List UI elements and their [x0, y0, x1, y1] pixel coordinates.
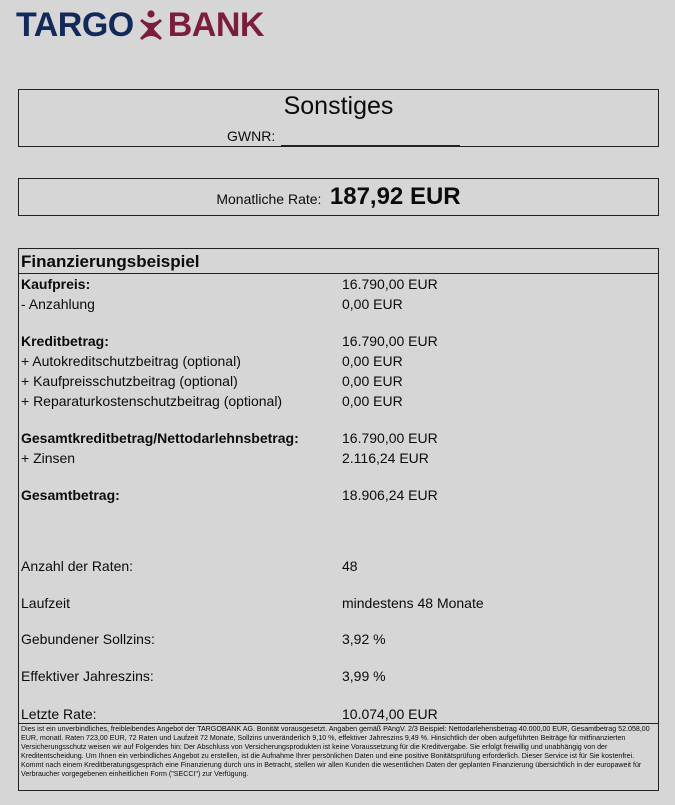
row-value: 10.074,00 EUR — [342, 706, 438, 722]
row-label: + Autokreditschutzbeitrag (optional) — [21, 353, 241, 369]
row-kreditbetrag — [21, 333, 651, 351]
row-label: Kreditbetrag: — [21, 333, 109, 349]
gwnr-label: GWNR: — [227, 128, 276, 144]
financing-example-box — [18, 248, 659, 791]
row-label: Kaufpreis: — [21, 276, 91, 292]
row-label: Anzahl der Raten: — [21, 558, 134, 574]
row-label: Letzte Rate: — [21, 706, 97, 722]
targobank-logo — [16, 4, 264, 46]
row-effektiver-jahreszins — [21, 668, 651, 686]
row-reparaturkostenschutz — [21, 393, 651, 411]
row-zinsen — [21, 450, 651, 468]
row-value: 16.790,00 EUR — [342, 430, 438, 446]
footnote — [19, 723, 658, 792]
row-label: + Reparaturkostenschutzbeitrag (optional) — [21, 393, 283, 409]
row-value: 0,00 EUR — [342, 353, 403, 369]
row-kaufpreisschutz — [21, 373, 651, 391]
row-value: 16.790,00 EUR — [342, 276, 438, 292]
row-value: 18.906,24 EUR — [342, 487, 438, 503]
row-letzte-rate — [21, 706, 651, 724]
row-label: + Zinsen — [21, 450, 76, 466]
row-label: Effektiver Jahreszins: — [21, 668, 154, 684]
financing-header — [19, 249, 658, 274]
row-value: mindestens 48 Monate — [342, 595, 484, 611]
row-value: 16.790,00 EUR — [342, 333, 438, 349]
row-label: Gesamtbetrag: — [21, 487, 120, 503]
row-label: Laufzeit — [21, 595, 71, 611]
row-value: 0,00 EUR — [342, 393, 403, 409]
row-anzahlung — [21, 296, 651, 314]
monthly-rate-label: Monatliche Rate: — [216, 191, 322, 207]
row-label: - Anzahlung — [21, 296, 95, 312]
row-value: 0,00 EUR — [342, 373, 403, 389]
row-gesamtkreditbetrag — [21, 430, 651, 448]
row-label: Gebundener Sollzins: — [21, 631, 155, 647]
footnote-text: Dies ist ein unverbindliches, freibleibendes Angebot der TARGOBANK AG. Bonität vorausgesetzt. Angaben gemäß PAngV. 2/3 Beispiel: Nettodarlehensbetrag 40.000,00 EUR, Gesamtbetrag 52.058,00 EUR, monatl. Raten 723,00 EUR, 72 Raten und Laufzeit 72 Monate, Sollzins unveränderlich 9,10 %, effektiver Jahreszins 9,49 %. Hinsichtlich der oben aufgeführten Beiträge für mitfinanzierten Versicherungsschutz weisen wir auf Folgendes hin: Der Abschluss von Versicherungsprodukten ist keine Voraussetzung für die Kreditvergabe. Sie erfolgt freiwillig und unabhängig von der Kreditentscheidung. Um Ihnen ein verbindliches Angebot zu erstellen, ist die Aufnahme Ihrer persönlichen Daten und eine positive Bonitätsprüfung erforderlich. Dieser Service ist für Sie kostenfrei. Kommt nach einem Kreditberatungsgespräch eine Finanzierung durch uns in Betracht, stellen wir allen Kunden die wesentlichen Daten der geplanten Finanzierung übersichtlich in der europaweit für Verbraucher vorgegebenen einheitlichen Form ("SECCI") zur Verfügung. — [21, 725, 650, 779]
monthly-rate-box — [18, 178, 659, 216]
logo-word-bank: BANK — [167, 6, 264, 44]
logo-cross-icon — [138, 8, 164, 42]
row-value: 2.116,24 EUR — [342, 450, 429, 466]
row-label: + Kaufpreisschutzbeitrag (optional) — [21, 373, 238, 389]
monthly-rate — [19, 183, 658, 211]
row-value: 0,00 EUR — [342, 296, 403, 312]
logo-word-targo: TARGO — [16, 6, 134, 44]
gwnr-line — [281, 145, 460, 146]
row-label: Gesamtkreditbetrag/Nettodarlehnsbetrag: — [21, 430, 299, 446]
financing-title: Finanzierungsbeispiel — [21, 252, 200, 271]
monthly-rate-value: 187,92 EUR — [329, 183, 461, 210]
page-title: Sonstiges — [283, 92, 394, 120]
row-value: 48 — [342, 558, 358, 574]
row-sollzins — [21, 631, 651, 649]
row-value: 3,99 % — [342, 668, 386, 684]
row-autokreditschutz — [21, 353, 651, 371]
row-value: 3,92 % — [342, 631, 386, 647]
header-box — [18, 89, 659, 147]
row-laufzeit — [21, 595, 651, 613]
row-kaufpreis — [21, 276, 651, 294]
row-anzahl-raten — [21, 558, 651, 576]
row-gesamtbetrag — [21, 487, 651, 505]
